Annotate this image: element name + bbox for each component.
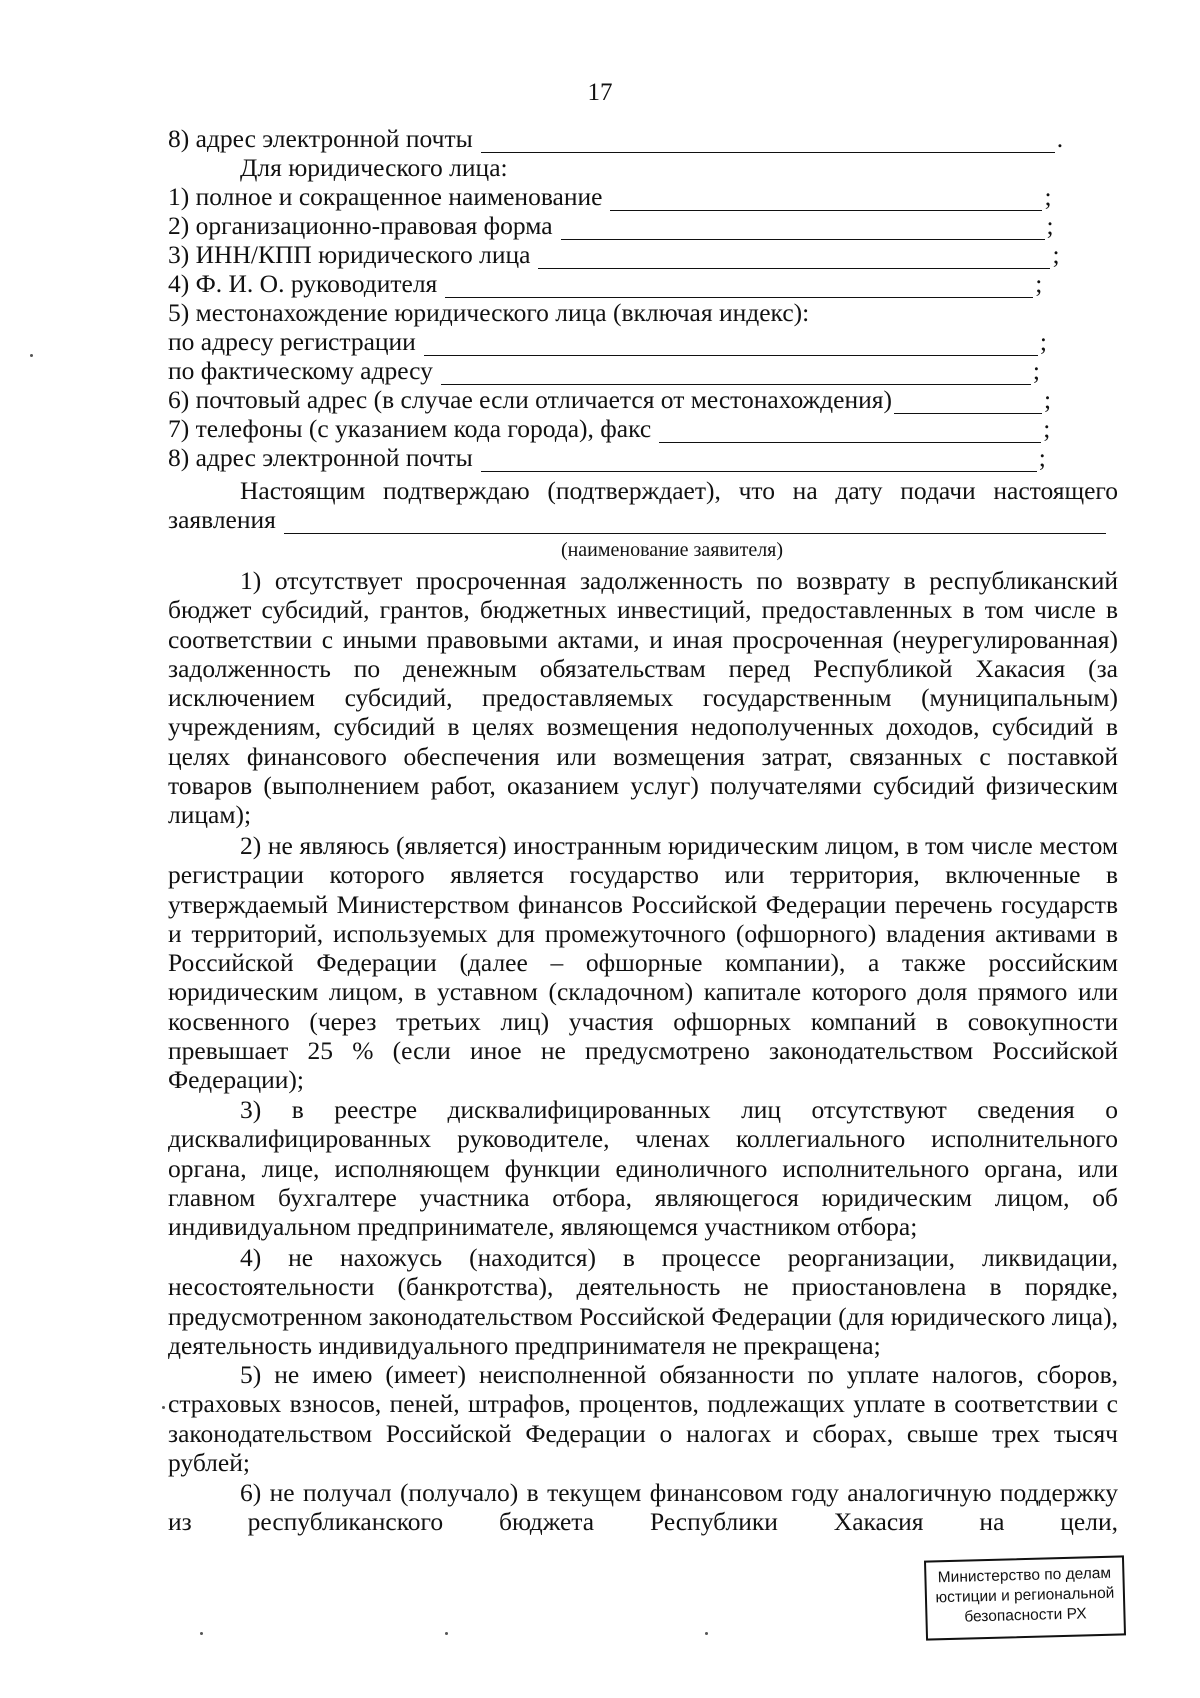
line-terminator: ; xyxy=(1044,385,1052,414)
scan-speck xyxy=(30,354,33,357)
org-form-blank xyxy=(561,217,1045,240)
phones-label: 7) телефоны (с указанием кода города), факс xyxy=(168,414,652,443)
inn-kpp-line xyxy=(168,240,1060,269)
email-individual-line xyxy=(168,124,1063,153)
line-terminator: ; xyxy=(1043,414,1051,443)
line-terminator: ; xyxy=(1039,327,1047,356)
stamp-line-3: безопасности РХ xyxy=(964,1605,1087,1626)
legal-entity-header: Для юридического лица: xyxy=(240,153,508,182)
stamp-line-2: юстиции и региональной xyxy=(935,1584,1115,1607)
stamp-line-1: Министерство по делам xyxy=(937,1564,1112,1587)
head-name-blank xyxy=(445,275,1033,298)
paragraph-1: 1) отсутствует просроченная задолженность по возврату в республиканский бюджет субсидий, грантов, бюджетных инвестиций, предоставленных в том числе в соответствии с иными правовыми актами, и иная просроченная (неурегулированная) задолженность по денежным обязательствам перед Республикой Хакасия (за исключением субсидий, предоставляемых государственным (муниципальным) учреждениям, субсидий в целях возмещения недополученных доходов, субсидий в целях финансового обеспечения или возмещения затрат, связанных с поставкой товаров (выполнением работ, оказанием услуг) получателями субсидий физическим лицам); xyxy=(168,566,1118,830)
reg-address-line xyxy=(168,327,1047,356)
phones-blank xyxy=(659,420,1041,443)
line-terminator: ; xyxy=(1038,443,1046,472)
reg-address-blank xyxy=(424,333,1038,356)
line-terminator: ; xyxy=(1044,182,1052,211)
line-terminator: ; xyxy=(1046,211,1054,240)
confirm-statement: Настоящим подтверждаю (подтверждает), что на дату подачи настоящего xyxy=(240,476,1118,505)
head-name-label: 4) Ф. И. О. руководителя xyxy=(168,269,438,298)
postal-address-label: 6) почтовый адрес (в случае если отличается от местонахождения) xyxy=(168,385,892,414)
phones-line xyxy=(168,414,1050,443)
head-name-line xyxy=(168,269,1042,298)
paragraph-2: 2) не являюсь (является) иностранным юридическим лицом, в том числе местом регистрации которого является государство или территория, включенные в утверждаемый Министерством финансов Российской Федерации перечень государств и территорий, используемых для промежуточного (офшорного) владения активами в Российской Федерации (далее – офшорные компании), а также российским юридическим лицом, в уставном (складочном) капитале которого доля прямого или косвенного (через третьих лиц) участия офшорных компаний в совокупности превышает 25 % (если иное не предусмотрено законодательством Российской Федерации); xyxy=(168,831,1118,1095)
scan-speck xyxy=(705,1632,708,1635)
scan-speck xyxy=(200,1632,203,1635)
paragraph-5: 5) не имею (имеет) неисполненной обязанности по уплате налогов, сборов, страховых взносов, пеней, штрафов, процентов, подлежащих уплате в соответствии с законодательством Российской Федерации о налогах и сборах, свыше трех тысяч рублей; xyxy=(168,1360,1118,1477)
email-individual-blank xyxy=(481,130,1055,153)
paragraph-3: 3) в реестре дисквалифицированных лиц отсутствуют сведения о дисквалифицированных руководителе, членах коллегиального исполнительного органа, лице, исполняющем функции единоличного исполнительного органа, или главном бухгалтере участника отбора, являющегося юридическим лицом, об индивидуальном предпринимателе, являющемся участником отбора; xyxy=(168,1095,1118,1242)
org-form-label: 2) организационно-правовая форма xyxy=(168,211,553,240)
scan-speck xyxy=(162,1406,165,1409)
full-name-line xyxy=(168,182,1052,211)
email-individual-label: 8) адрес электронной почты xyxy=(168,124,473,153)
paragraph-4: 4) не нахожусь (находится) в процессе реорганизации, ликвидации, несостоятельности (банкротства), деятельность не приостановлена в порядке, предусмотренном законодательством Российской Федерации (для юридического лица), деятельность индивидуального предпринимателя не прекращена; xyxy=(168,1243,1118,1360)
line-terminator: . xyxy=(1056,124,1064,153)
email-legal-blank xyxy=(481,449,1037,472)
line-terminator: ; xyxy=(1052,240,1060,269)
applicant-name-line xyxy=(168,505,1106,534)
scan-speck xyxy=(445,1632,448,1635)
reg-address-label: по адресу регистрации xyxy=(168,327,416,356)
actual-address-blank xyxy=(441,362,1031,385)
email-legal-line xyxy=(168,443,1046,472)
inn-kpp-label: 3) ИНН/КПП юридического лица xyxy=(168,240,531,269)
paragraph-6: 6) не получал (получало) в текущем финансовом году аналогичную поддержку из республиканского бюджета Республики Хакасия на цели, xyxy=(168,1478,1118,1537)
actual-address-line xyxy=(168,356,1040,385)
location-label: 5) местонахождение юридического лица (включая индекс): xyxy=(168,298,810,327)
postal-address-blank xyxy=(894,391,1042,414)
line-terminator: ; xyxy=(1032,356,1040,385)
postal-address-line xyxy=(168,385,1051,414)
full-name-label: 1) полное и сокращенное наименование xyxy=(168,182,603,211)
inn-kpp-blank xyxy=(538,246,1050,269)
applicant-name-label: заявления xyxy=(168,505,276,534)
page-number: 17 xyxy=(587,79,613,106)
email-legal-label: 8) адрес электронной почты xyxy=(168,443,473,472)
line-terminator: ; xyxy=(1035,269,1043,298)
applicant-name-caption: (наименование заявителя) xyxy=(560,539,784,561)
ministry-stamp xyxy=(924,1555,1126,1640)
actual-address-label: по фактическому адресу xyxy=(168,356,433,385)
applicant-name-blank xyxy=(284,511,1106,534)
location-line xyxy=(168,298,809,327)
org-form-line xyxy=(168,211,1054,240)
full-name-blank xyxy=(610,188,1042,211)
